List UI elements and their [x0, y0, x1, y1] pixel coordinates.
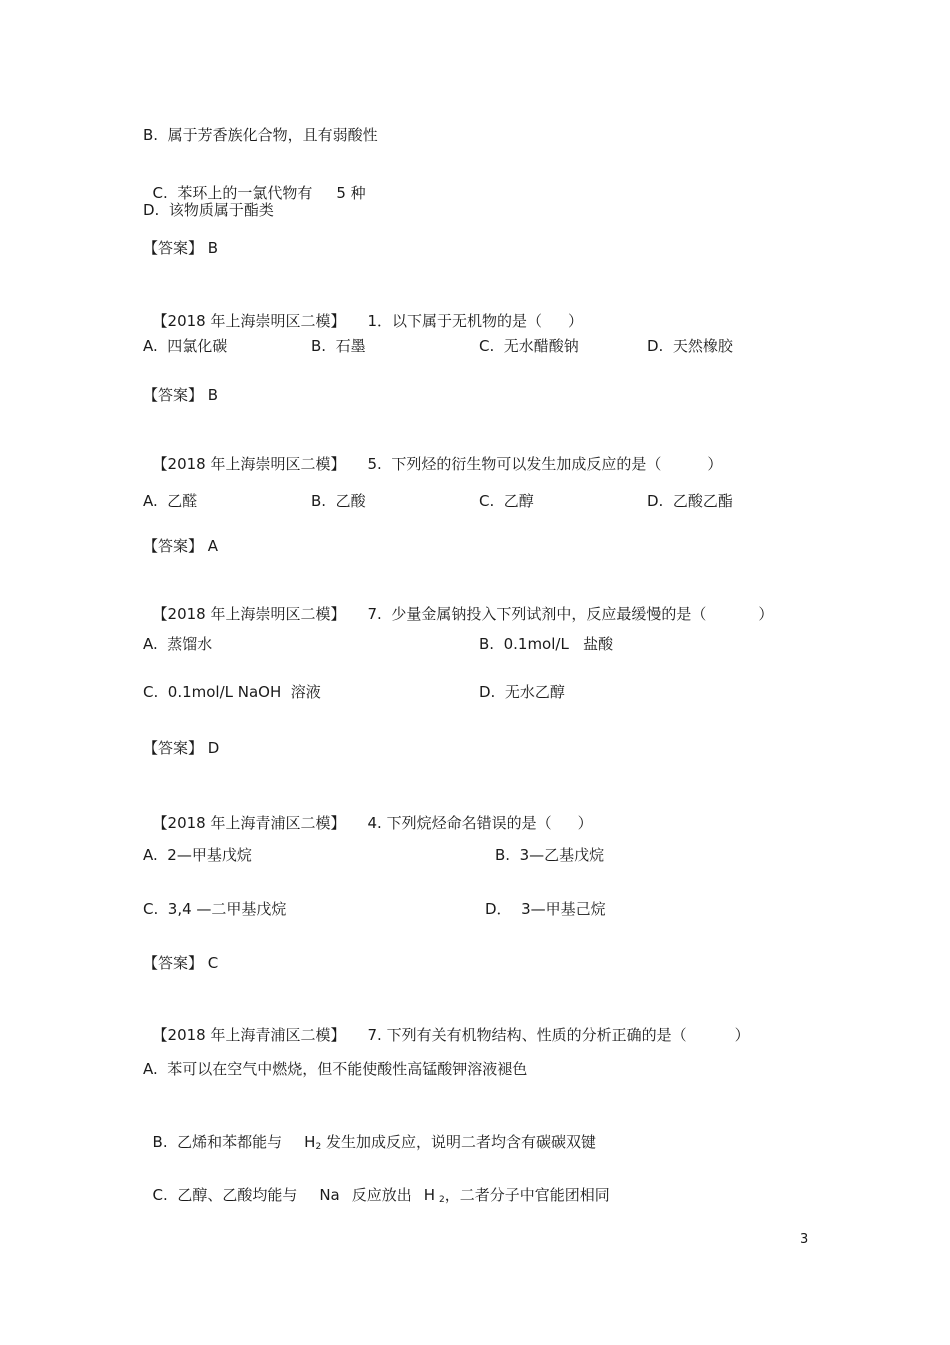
option-c: C. 乙醇	[479, 492, 534, 510]
option-b: B. 0.1mol/L 盐酸	[479, 635, 614, 653]
option-c: C. 无水醋酸钠	[479, 337, 579, 355]
subscript: 2	[439, 1195, 445, 1205]
option-c-text: C. 乙醇、乙酸均能与	[152, 1186, 298, 1204]
option-b: B. 属于芳香族化合物，且有弱酸性	[143, 126, 378, 144]
option-d: D. 无水乙醇	[479, 683, 565, 701]
option-c: C. 0.1mol/L NaOH 溶液	[143, 683, 321, 701]
answer: 【答案】 C	[143, 954, 219, 972]
question-stem	[143, 434, 722, 474]
option-d: D． 3—甲基己烷	[485, 900, 606, 918]
question-paren-close: ）	[707, 455, 723, 473]
answer: 【答案】 D	[143, 739, 220, 757]
answer: 【答案】 B	[143, 239, 219, 257]
option-b-text-rest: 发生加成反应，说明二者均含有碳碳双键	[321, 1133, 596, 1151]
option-c	[143, 1165, 610, 1210]
option-b: B. 乙酸	[311, 492, 366, 510]
option-c	[143, 163, 366, 203]
option-c: C. 3,4 —二甲基戊烷	[143, 900, 287, 918]
question-source: 【2018 年上海青浦区二模】	[152, 814, 346, 832]
option-b: B. 石墨	[311, 337, 366, 355]
question-stem	[143, 1005, 750, 1045]
answer: 【答案】 A	[143, 537, 219, 555]
question-text: 4. 下列烷烃命名错误的是（	[367, 814, 552, 832]
option-c-text: C. 苯环上的一氯代物有	[152, 184, 313, 202]
question-stem	[143, 291, 583, 331]
question-stem	[143, 793, 593, 833]
answer: 【答案】 B	[143, 386, 219, 404]
hydrogen-symbol: H	[423, 1186, 436, 1204]
question-text: 5. 下列烃的衍生物可以发生加成反应的是（	[367, 455, 662, 473]
question-paren-close: ）	[734, 1026, 750, 1044]
option-d: D. 天然橡胶	[647, 337, 733, 355]
question-source: 【2018 年上海崇明区二模】	[152, 312, 346, 330]
option-b	[143, 1112, 596, 1157]
question-source: 【2018 年上海崇明区二模】	[152, 605, 346, 623]
option-a: A. 乙醛	[143, 492, 198, 510]
subscript: 2	[315, 1142, 322, 1152]
option-c-count: 5 种	[336, 184, 366, 202]
option-d: D. 乙酸乙酯	[647, 492, 733, 510]
sodium-symbol: Na	[319, 1186, 340, 1204]
question-paren-close: ）	[568, 312, 584, 330]
option-a: A. 蒸馏水	[143, 635, 213, 653]
question-text: 7. 少量金属钠投入下列试剂中，反应最缓慢的是（	[367, 605, 707, 623]
option-a: A. 四氯化碳	[143, 337, 228, 355]
question-source: 【2018 年上海青浦区二模】	[152, 1026, 346, 1044]
question-stem	[143, 584, 773, 624]
option-d: D. 该物质属于酯类	[143, 201, 274, 219]
question-source: 【2018 年上海崇明区二模】	[152, 455, 346, 473]
option-a: A. 2—甲基戊烷	[143, 846, 252, 864]
page-number: 3	[800, 1232, 809, 1247]
option-c-text-rest: ，二者分子中官能团相同	[444, 1186, 610, 1204]
question-text: 7. 下列有关有机物结构、性质的分析正确的是（	[367, 1026, 687, 1044]
question-paren-close: ）	[577, 814, 593, 832]
option-b-text: B. 乙烯和苯都能与	[152, 1133, 283, 1151]
question-paren-close: ）	[758, 605, 774, 623]
option-c-text-mid: 反应放出	[351, 1186, 412, 1204]
option-a: A. 苯可以在空气中燃烧，但不能使酸性高锰酸钾溶液褪色	[143, 1060, 528, 1078]
option-b: B. 3—乙基戊烷	[495, 846, 605, 864]
question-text: 1．以下属于无机物的是（	[367, 312, 543, 330]
hydrogen-symbol: H	[304, 1133, 316, 1151]
